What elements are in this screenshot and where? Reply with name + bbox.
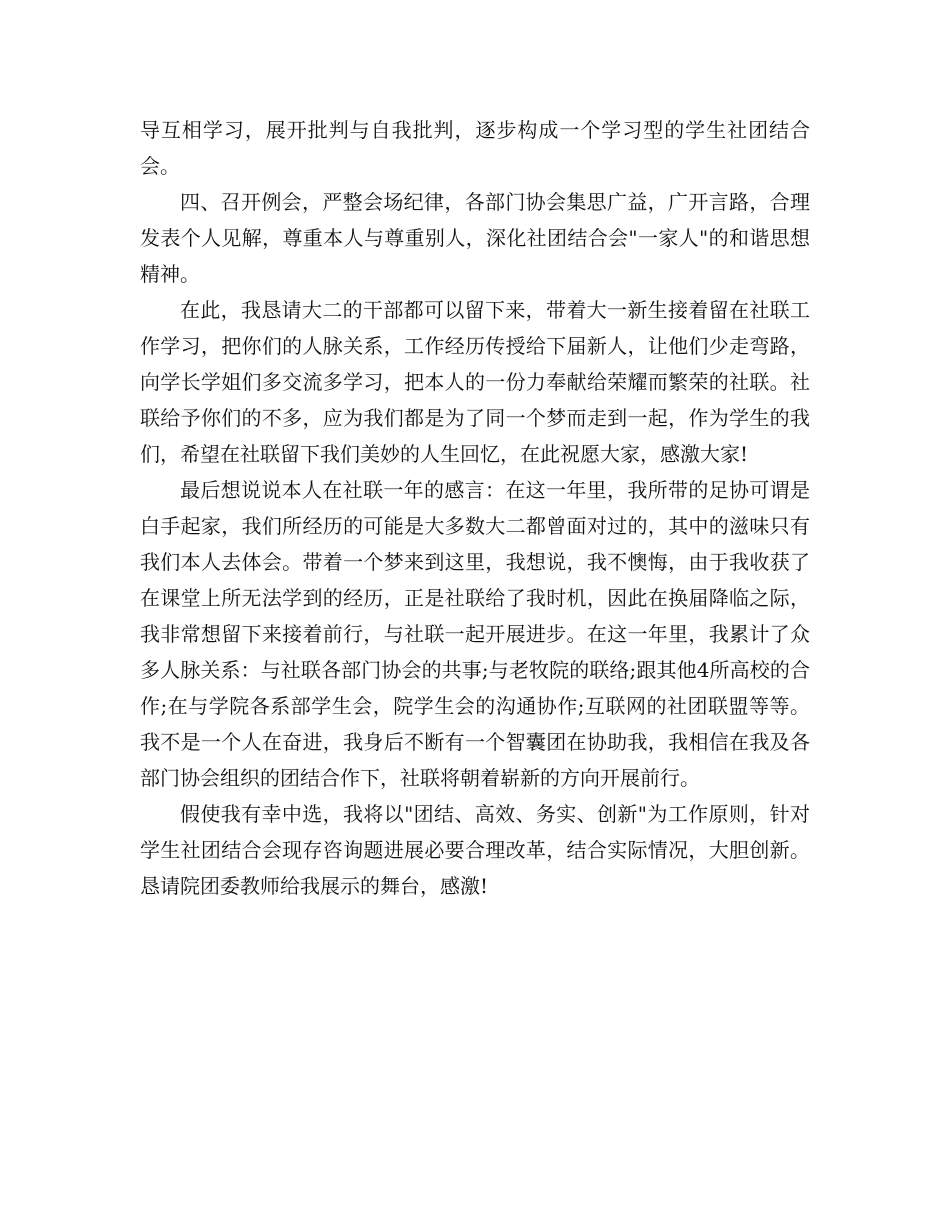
paragraph-request: 在此，我恳请大二的干部都可以留下来，带着大一新生接着留在社联工作学习，把你们的人脉关系，工作经历传授给下届新人，让他们少走弯路，向学长学姐们多交流多学习，把本人的一份力奉献给荣耀而繁荣的社联。社联给予你们的不多，应为我们都是为了同一个梦而走到一起，作为学生的我们，希望在社联留下我们美妙的人生回忆，在此祝愿大家，感激大家! <box>140 298 810 466</box>
paragraph-closing: 假使我有幸中选，我将以"团结、高效、务实、创新"为工作原则，针对学生社团结合会现存咨询题进展必要合理改革，结合实际情况，大胆创新。恳请院团委教师给我展示的舞台，感激! <box>140 802 810 898</box>
document-body <box>140 112 810 904</box>
paragraph-reflection: 最后想说说本人在社联一年的感言：在这一年里，我所带的足协可谓是白手起家，我们所经历的可能是大多数大二都曾面对过的，其中的滋味只有我们本人去体会。带着一个梦来到这里，我想说，我不懊悔，由于我收获了在课堂上所无法学到的经历，正是社联给了我时机，因此在换届降临之际，我非常想留下来接着前行，与社联一起开展进步。在这一年里，我累计了众多人脉关系：与社联各部门协会的共事;与老牧院的联络;跟其他4所高校的合作;在与学院各系部学生会，院学生会的沟通协作;互联网的社团联盟等等。我不是一个人在奋进，我身后不断有一个智囊团在协助我，我相信在我及各部门协会组织的团结合作下，社联将朝着崭新的方向开展前行。 <box>140 478 810 790</box>
paragraph-continuation: 导互相学习，展开批判与自我批判，逐步构成一个学习型的学生社团结合会。 <box>140 118 810 178</box>
paragraph-item-four: 四、召开例会，严整会场纪律，各部门协会集思广益，广开言路，合理发表个人见解，尊重本人与尊重别人，深化社团结合会"一家人"的和谐思想精神。 <box>140 190 810 286</box>
